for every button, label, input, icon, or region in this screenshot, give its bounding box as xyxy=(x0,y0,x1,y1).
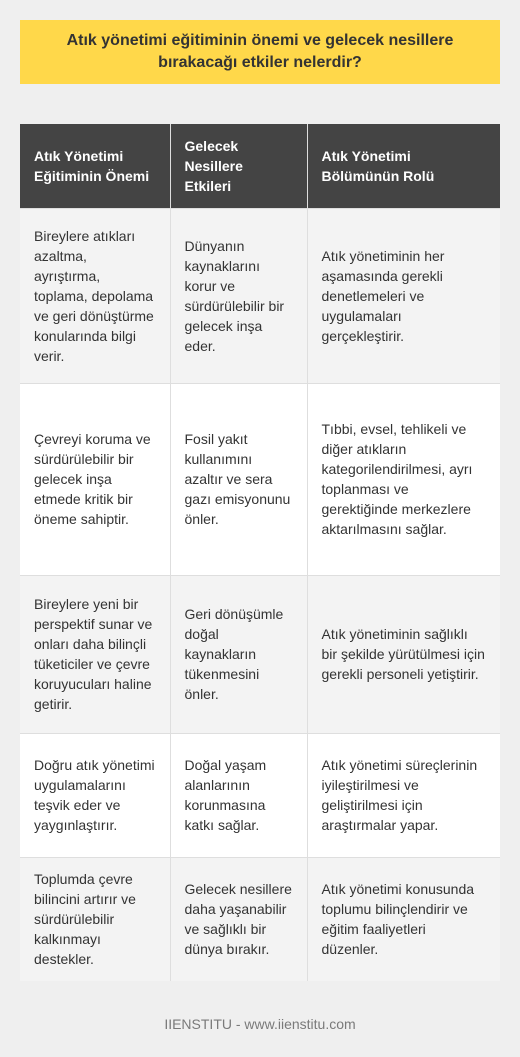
table-cell: Atık yönetimi konusunda toplumu bilinçlendirir ve eğitim faaliyetleri düzenler. xyxy=(307,857,500,981)
table-cell: Atık yönetimi süreçlerinin iyileştirilmesi ve geliştirilmesi için araştırmalar yapar. xyxy=(307,733,500,857)
table-cell: Geri dönüşümle doğal kaynakların tükenmesini önler. xyxy=(170,575,307,733)
table-row xyxy=(20,208,500,383)
table-cell: Çevreyi koruma ve sürdürülebilir bir gelecek inşa etmede kritik bir öneme sahiptir. xyxy=(20,383,170,575)
title-banner xyxy=(20,20,500,84)
info-table xyxy=(20,124,500,981)
column-header: Atık Yönetimi Bölümünün Rolü xyxy=(307,124,500,208)
table-cell: Dünyanın kaynaklarını korur ve sürdürülebilir bir gelecek inşa eder. xyxy=(170,208,307,383)
table-cell: Bireylere atıkları azaltma, ayrıştırma, toplama, depolama ve geri dönüştürme konularında bilgi verir. xyxy=(20,208,170,383)
table-cell: Tıbbi, evsel, tehlikeli ve diğer atıkların kategorilendirilmesi, ayrı toplanması ve gerektiğinde merkezlere aktarılmasını sağlar. xyxy=(307,383,500,575)
table-cell: Bireylere yeni bir perspektif sunar ve onları daha bilinçli tüketiciler ve çevre koruyucuları haline getirir. xyxy=(20,575,170,733)
column-header: Gelecek Nesillere Etkileri xyxy=(170,124,307,208)
table-header-row xyxy=(20,124,500,208)
table-row xyxy=(20,575,500,733)
table-row xyxy=(20,857,500,981)
table-row xyxy=(20,383,500,575)
table-cell: Doğal yaşam alanlarının korunmasına katkı sağlar. xyxy=(170,733,307,857)
footer-credit: IIENSTITU - www.iienstitu.com xyxy=(164,1016,356,1032)
table-cell: Fosil yakıt kullanımını azaltır ve sera gazı emisyonunu önler. xyxy=(170,383,307,575)
column-header: Atık Yönetimi Eğitiminin Önemi xyxy=(20,124,170,208)
table-cell: Gelecek nesillere daha yaşanabilir ve sağlıklı bir dünya bırakır. xyxy=(170,857,307,981)
table-cell: Atık yönetiminin her aşamasında gerekli denetlemeleri ve uygulamaları gerçekleştirir. xyxy=(307,208,500,383)
table-cell: Doğru atık yönetimi uygulamalarını teşvik eder ve yaygınlaştırır. xyxy=(20,733,170,857)
table-cell: Atık yönetiminin sağlıklı bir şekilde yürütülmesi için gerekli personeli yetiştirir. xyxy=(307,575,500,733)
table-row xyxy=(20,733,500,857)
page-title: Atık yönetimi eğitiminin önemi ve gelecek nesillere bırakacağı etkiler nelerdir? xyxy=(66,32,454,71)
table-cell: Toplumda çevre bilincini artırır ve sürdürülebilir kalkınmayı destekler. xyxy=(20,857,170,981)
